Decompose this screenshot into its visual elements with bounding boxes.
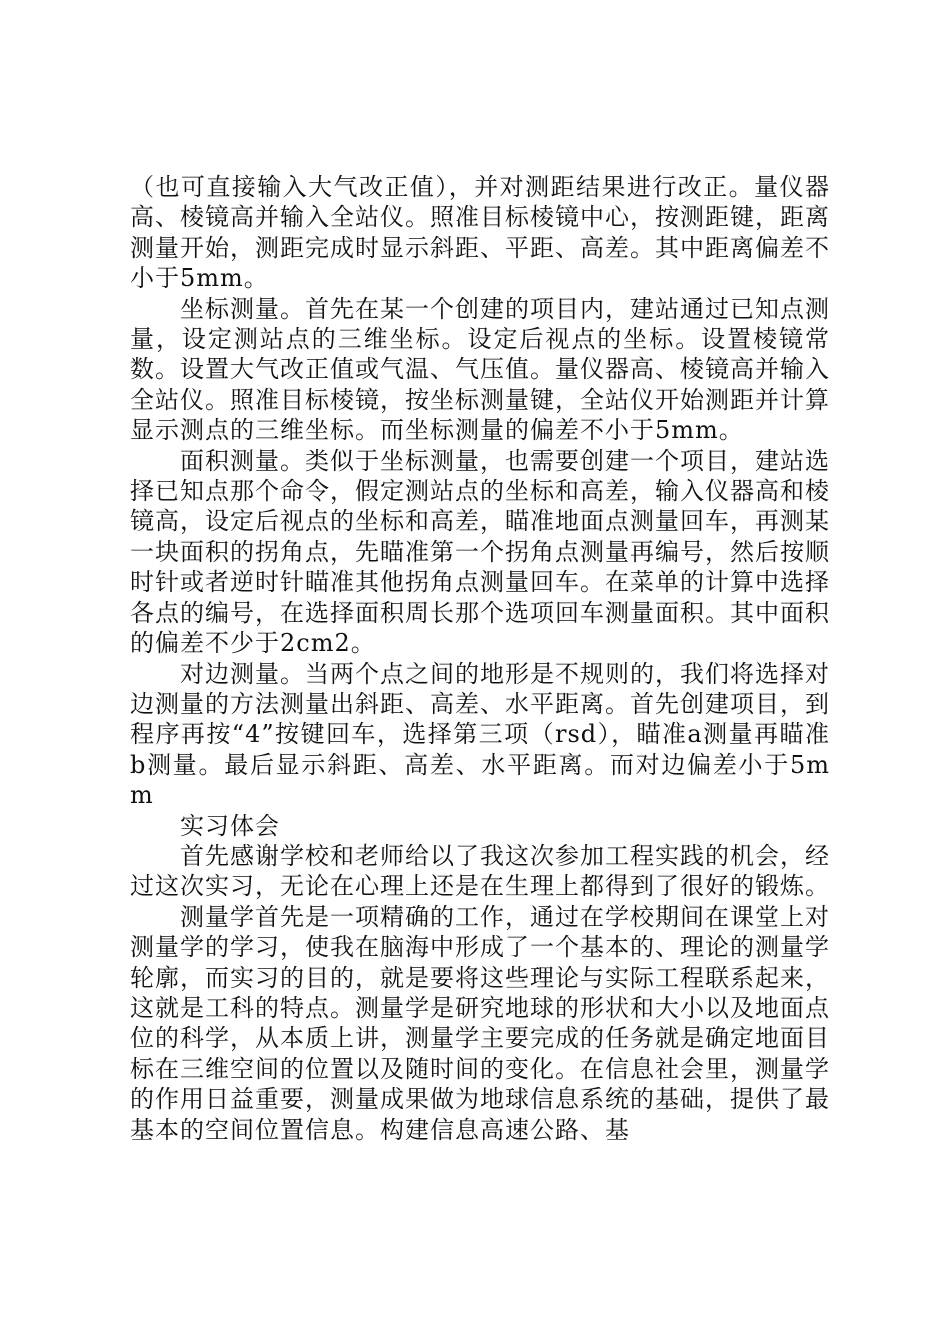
paragraph-thanks: 首先感谢学校和老师给以了我这次参加工程实践的机会，经过这次实习，无论在心理上还是在生理上都得到了很好的锻炼。 — [130, 841, 830, 901]
paragraph-surveying-reflection: 测量学首先是一项精确的工作，通过在学校期间在课堂上对测量学的学习，使我在脑海中形成了一个基本的、理论的测量学轮廓，而实习的目的，就是要将这些理论与实际工程联系起来，这就是工科的特点。测量学是研究地球的形状和大小以及地面点位的科学，从本质上讲，测量学主要完成的任务就是确定地面目标在三维空间的位置以及随时间的变化。在信息社会里，测量学的作用日益重要，测量成果做为地球信息系统的基础，提供了最基本的空间位置信息。构建信息高速公路、基 — [130, 902, 830, 1144]
paragraph-coordinate-measurement: 坐标测量。首先在某一个创建的项目内，建站通过已知点测量，设定测站点的三维坐标。设定后视点的坐标。设置棱镜常数。设置大气改正值或气温、气压值。量仪器高、棱镜高并输入全站仪。照准目标棱镜，按坐标测量键，全站仪开始测距并计算显示测点的三维坐标。而坐标测量的偏差不小于5mm。 — [130, 294, 830, 445]
paragraph-area-measurement: 面积测量。类似于坐标测量，也需要创建一个项目，建站选择已知点那个命令，假定测站点的坐标和高差，输入仪器高和棱镜高，设定后视点的坐标和高差，瞄准地面点测量回车，再测某一块面积的拐角点，先瞄准第一个拐角点测量再编号，然后按顺时针或者逆时针瞄准其他拐角点测量回车。在菜单的计算中选择各点的编号，在选择面积周长那个选项回车测量面积。其中面积的偏差不少于2cm2。 — [130, 446, 830, 658]
paragraph-opposite-side-measurement: 对边测量。当两个点之间的地形是不规则的，我们将选择对边测量的方法测量出斜距、高差、水平距离。首先创建项目，到程序再按“4”按键回车，选择第三项（rsd），瞄准a测量再瞄准b测量。最后显示斜距、高差、水平距离。而对边偏差小于5mm — [130, 659, 830, 810]
paragraph-distance-measurement-cont: （也可直接输入大气改正值），并对测距结果进行改正。量仪器高、棱镜高并输入全站仪。照准目标棱镜中心，按测距键，距离测量开始，测距完成时显示斜距、平距、高差。其中距离偏差不小于5mm。 — [130, 173, 830, 293]
section-heading: 实习体会 — [180, 811, 280, 840]
document-page — [130, 172, 830, 1145]
